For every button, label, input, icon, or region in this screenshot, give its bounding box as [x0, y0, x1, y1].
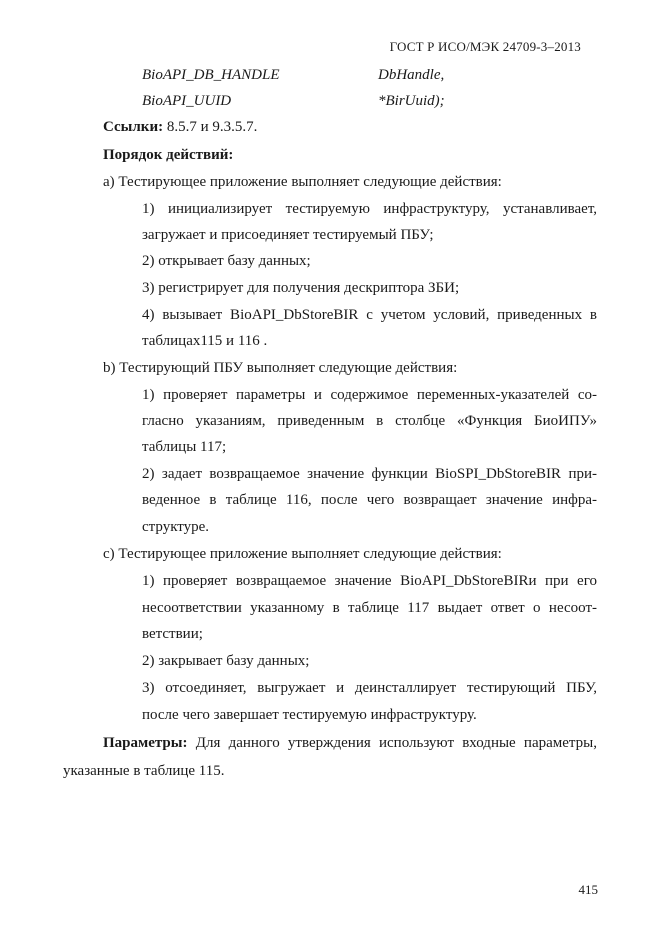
- item-b2-line2: веденное в таблице 116, после чего возвращает значение инфра-: [142, 492, 597, 508]
- item-a1-line2: загружает и присоединяет тестируемый ПБУ;: [142, 227, 434, 243]
- page-number: 415: [578, 882, 598, 897]
- procedure-heading: [103, 145, 233, 165]
- item-b1-line1: 1) проверяет параметры и содержимое переменных-указателей со-: [142, 387, 597, 403]
- standard-header: ГОСТ Р ИСО/МЭК 24709-3–2013: [389, 39, 581, 54]
- code-type-2: BioAPI_UUID: [142, 93, 232, 109]
- item-a4-line2: таблицах115 и 116 .: [142, 333, 268, 349]
- item-b1-line3: таблицы 117;: [142, 439, 227, 455]
- code-name-1: DbHandle,: [378, 67, 445, 83]
- parameters-label: Параметры:: [103, 735, 188, 751]
- item-c1-line3: ветствии;: [142, 626, 203, 642]
- item-c3-line2: после чего завершает тестируемую инфраструктуру.: [142, 707, 477, 723]
- item-a: а) Тестирующее приложение выполняет следующие действия:: [103, 174, 502, 190]
- item-c2: 2) закрывает базу данных;: [142, 653, 310, 669]
- item-c1-line1: 1) проверяет возвращаемое значение BioAPI_DbStoreBIRи при его: [142, 573, 597, 589]
- code-type-1: BioAPI_DB_HANDLE: [142, 67, 280, 83]
- item-b: b) Тестирующий ПБУ выполняет следующие действия:: [103, 360, 458, 376]
- item-b1-line2: гласно указаниям, приведенным в столбце «Функция БиоИПУ»: [142, 413, 597, 429]
- references-label: Ссылки:: [103, 119, 164, 135]
- code-name-2: *BirUuid);: [378, 93, 445, 109]
- item-a2: 2) открывает базу данных;: [142, 253, 311, 269]
- references-line: [103, 117, 257, 137]
- parameters-line2: указанные в таблице 115.: [63, 763, 225, 779]
- item-c1-line2: несоответствии указанному в таблице 117 выдает ответ о несоот-: [142, 600, 597, 616]
- item-b2-line3: структуре.: [142, 519, 210, 535]
- parameters-text1: Для данного утверждения используют входные параметры,: [187, 735, 597, 751]
- procedure-label: Порядок действий:: [103, 147, 234, 163]
- item-a1-line1: 1) инициализирует тестируемую инфраструктуру, устанавливает,: [142, 201, 597, 217]
- references-text: 8.5.7 и 9.3.5.7.: [163, 119, 258, 135]
- item-c: c) Тестирующее приложение выполняет следующие действия:: [103, 546, 502, 562]
- item-a3: 3) регистрирует для получения дескриптора ЗБИ;: [142, 280, 460, 296]
- item-b2-line1: 2) задает возвращаемое значение функции BioSPI_DbStoreBIR при-: [142, 466, 597, 482]
- parameters-line1: [103, 733, 597, 753]
- item-a4-line1: 4) вызывает BioAPI_DbStoreBIR с учетом условий, приведенных в: [142, 307, 597, 323]
- item-c3-line1: 3) отсоединяет, выгружает и деинсталлирует тестирующий ПБУ,: [142, 680, 597, 696]
